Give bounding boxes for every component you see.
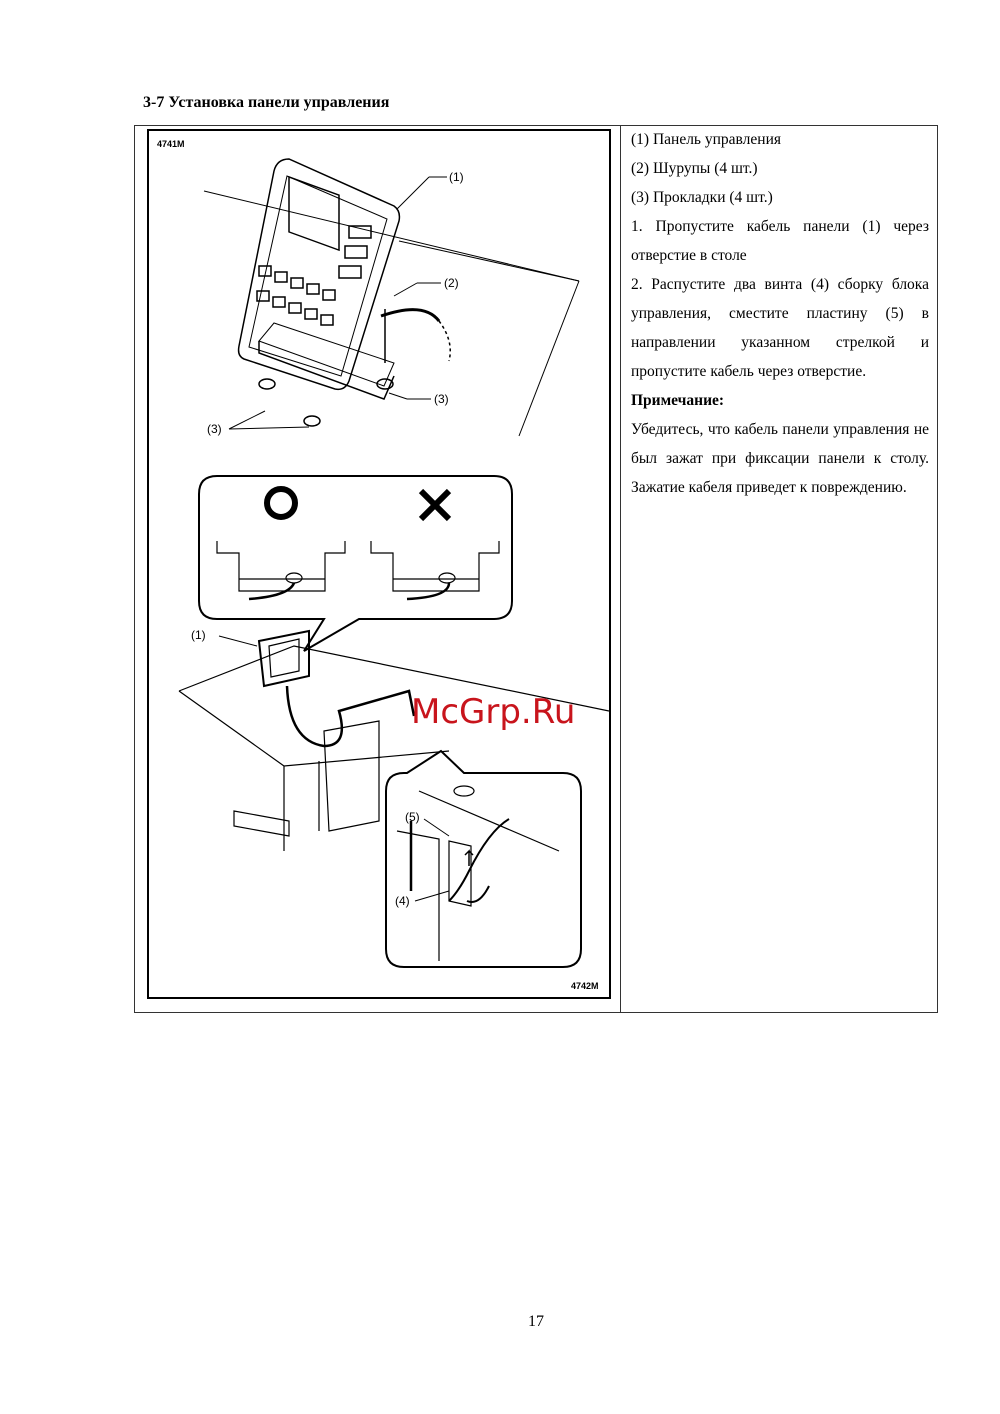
comparison-bubble <box>199 476 512 651</box>
step-1: 1. Пропустите кабель панели (1) через отверстие в столе <box>631 218 929 264</box>
detail-bubble <box>386 751 581 967</box>
callout-3b: (3) <box>207 422 222 436</box>
control-panel-drawing <box>239 159 451 426</box>
installation-illustration <box>149 131 611 999</box>
note-title: Примечание: <box>631 392 725 409</box>
table-divider <box>620 125 621 1013</box>
callout-1b: (1) <box>191 628 206 642</box>
callout-5: (5) <box>405 810 420 824</box>
callout-3a: (3) <box>434 392 449 406</box>
callout-2: (2) <box>444 276 459 290</box>
section-heading: 3-7 Установка панели управления <box>143 94 390 111</box>
parts-item-1: (1) Панель управления <box>631 131 781 148</box>
figure-code-top: 4741M <box>157 139 185 149</box>
page-number: 17 <box>528 1313 544 1330</box>
watermark: McGrp.Ru <box>411 692 576 732</box>
note-body: Убедитесь, что кабель панели управления не был зажат при фиксации панели к столу. Зажатие кабеля приведет к повреждению. <box>631 421 929 496</box>
parts-item-2: (2) Шурупы (4 шт.) <box>631 160 758 177</box>
figure-code-bottom: 4742M <box>571 981 599 991</box>
table-edge-line <box>519 281 579 436</box>
parts-item-3: (3) Прокладки (4 шт.) <box>631 189 773 206</box>
instructions-column <box>631 125 929 502</box>
step-2: 2. Распустите два винта (4) сборку блока управления, сместите пластину (5) в направлении указанном стрелкой и пропустите кабель через отверстие. <box>631 276 929 380</box>
callout-1: (1) <box>449 170 464 184</box>
callout-4: (4) <box>395 894 410 908</box>
installation-figure <box>147 129 611 999</box>
